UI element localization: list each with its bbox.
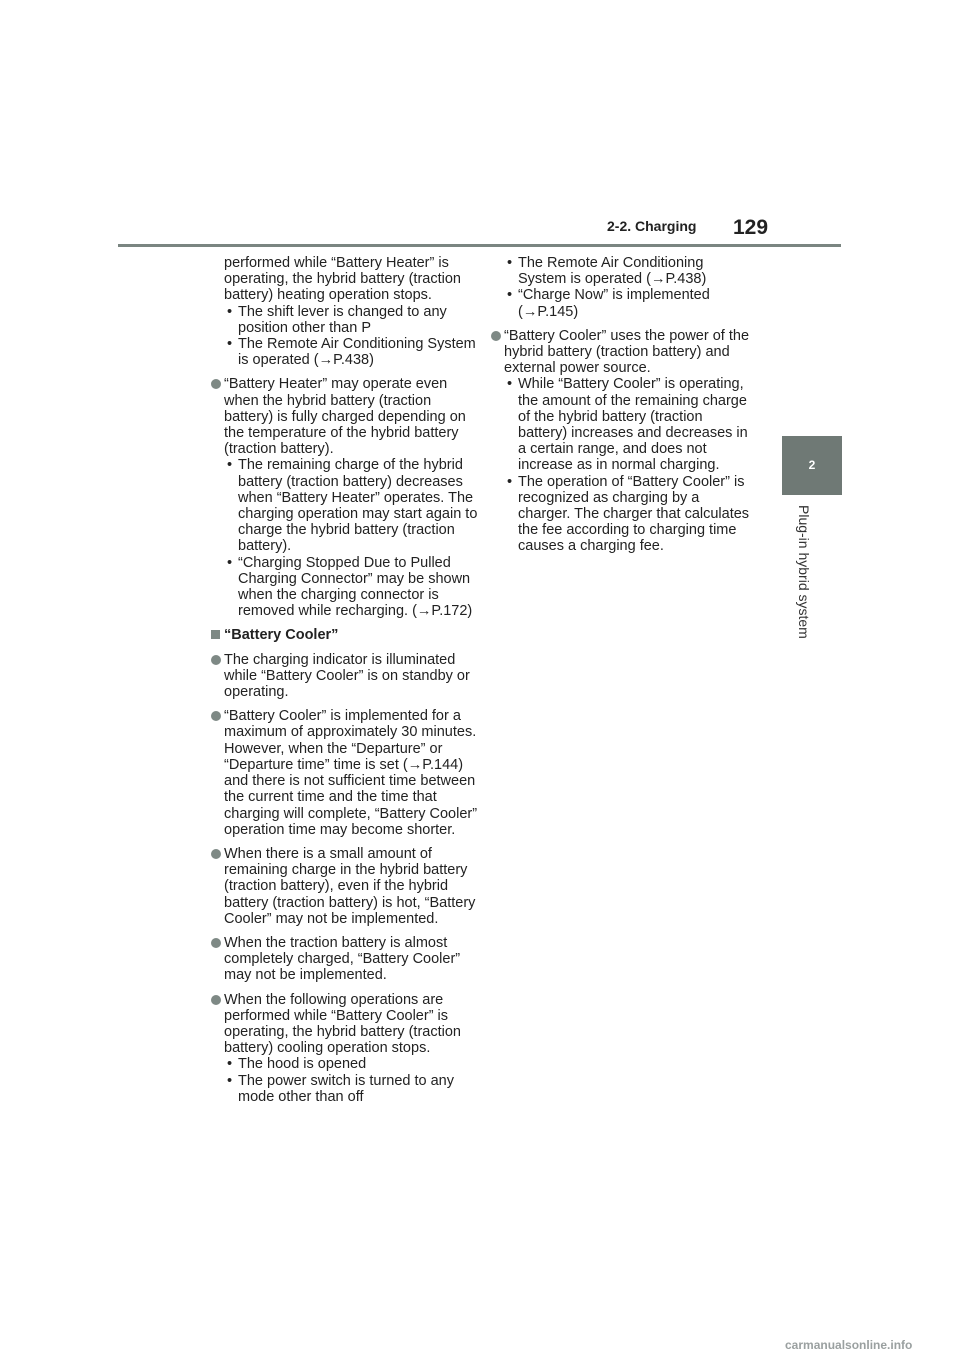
right-column xyxy=(490,255,752,555)
bullet-point: When the following operations are performed while “Battery Cooler” is operating, the hybrid battery (traction battery) cooling operation stops. xyxy=(210,992,478,1057)
section-heading: “Battery Cooler” xyxy=(210,627,478,643)
continuation-text: performed while “Battery Heater” is operating, the hybrid battery (traction battery) heating operation stops. xyxy=(224,255,461,304)
list-item: • The remaining charge of the hybrid battery (traction battery) decreases when “Battery Heater” operates. The charging operation may start again to charge the hybrid battery (traction battery). xyxy=(210,457,478,554)
list-item: • The shift lever is changed to any position other than P xyxy=(210,304,478,336)
list-item: • “Charge Now” is implemented (→P.145) xyxy=(490,287,752,319)
list-item: • “Charging Stopped Due to Pulled Charging Connector” may be shown when the charging connector is removed while recharging. (→P.172) xyxy=(210,555,478,620)
chapter-tab: 2 xyxy=(782,436,842,495)
header-rule xyxy=(118,244,841,247)
bullet-point: “Battery Cooler” is implemented for a maximum of approximately 30 minutes. However, when the “Departure” or “Departure time” time is set (→P.144) and there is not sufficient time between the current time and the time that charging will complete, “Battery Cooler” operation time may become shorter. xyxy=(210,708,478,838)
list-item: • While “Battery Cooler” is operating, the amount of the remaining charge of the hybrid battery (traction battery) increases and decreases in a certain range, and does not increase as in normal charging. xyxy=(490,376,752,473)
left-column xyxy=(210,255,478,1105)
bullet-point: “Battery Heater” may operate even when the hybrid battery (traction battery) is fully charged depending on the temperature of the hybrid battery (traction battery). xyxy=(210,376,478,457)
bullet-point: When there is a small amount of remaining charge in the hybrid battery (traction battery), even if the hybrid battery (traction battery) is hot, “Battery Cooler” may not be implemented. xyxy=(210,846,478,927)
chapter-label: Plug-in hybrid system xyxy=(796,505,812,639)
bullet-point: “Battery Cooler” uses the power of the hybrid battery (traction battery) and external power source. xyxy=(490,328,752,377)
list-item: • The Remote Air Conditioning System is operated (→P.438) xyxy=(490,255,752,287)
list-item: • The Remote Air Conditioning System is operated (→P.438) xyxy=(210,336,478,368)
page-number: 129 xyxy=(733,216,769,239)
list-item: • The power switch is turned to any mode other than off xyxy=(210,1073,478,1105)
watermark-link[interactable]: carmanualsonline.info xyxy=(785,1338,913,1352)
bullet-point: The charging indicator is illuminated while “Battery Cooler” is on standby or operating. xyxy=(210,652,478,701)
section-title: 2-2. Charging xyxy=(607,218,697,234)
list-item: • The operation of “Battery Cooler” is recognized as charging by a charger. The charger that calculates the fee according to charging time causes a charging fee. xyxy=(490,474,752,555)
list-item: • The hood is opened xyxy=(210,1056,478,1072)
bullet-point: When the traction battery is almost completely charged, “Battery Cooler” may not be implemented. xyxy=(210,935,478,984)
